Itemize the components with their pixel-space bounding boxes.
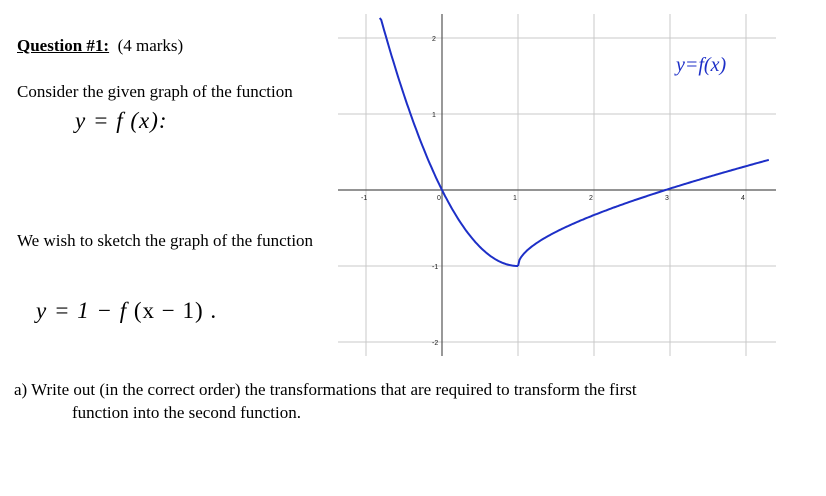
wish-text: We wish to sketch the graph of the function [17, 231, 314, 250]
x-tick-label: 1 [513, 195, 517, 202]
y-tick-label: -2 [432, 340, 439, 347]
intro-text: Consider the given graph of the function [17, 82, 293, 101]
x-tick-label: 4 [741, 195, 745, 202]
x-tick-label: 2 [589, 195, 593, 202]
x-tick-label: 0 [437, 195, 441, 202]
curve-right-branch [518, 160, 769, 266]
eq2-prefix: y = 1 − [36, 298, 120, 323]
y-tick-label: -1 [432, 264, 439, 271]
x-tick-label: -1 [361, 195, 368, 202]
question-label: Question #1: [17, 36, 110, 55]
tick-labels [361, 36, 745, 347]
eq2-f: f [119, 298, 128, 323]
part-a-line2: function into the second function. [72, 403, 301, 422]
part-a-line1: a) Write out (in the correct order) the transformations that are required to transform the first [14, 380, 637, 399]
x-tick-label: 3 [665, 195, 669, 202]
y-tick-label: 2 [432, 36, 436, 43]
curve-left-branch [380, 18, 518, 266]
eq2-suffix: (x − 1) . [127, 298, 218, 323]
curve-label: y=f(x) [676, 54, 727, 76]
question-marks: (4 marks) [117, 36, 184, 55]
function-equation: y = f (x): [75, 108, 168, 133]
y-tick-label: 1 [432, 112, 436, 119]
